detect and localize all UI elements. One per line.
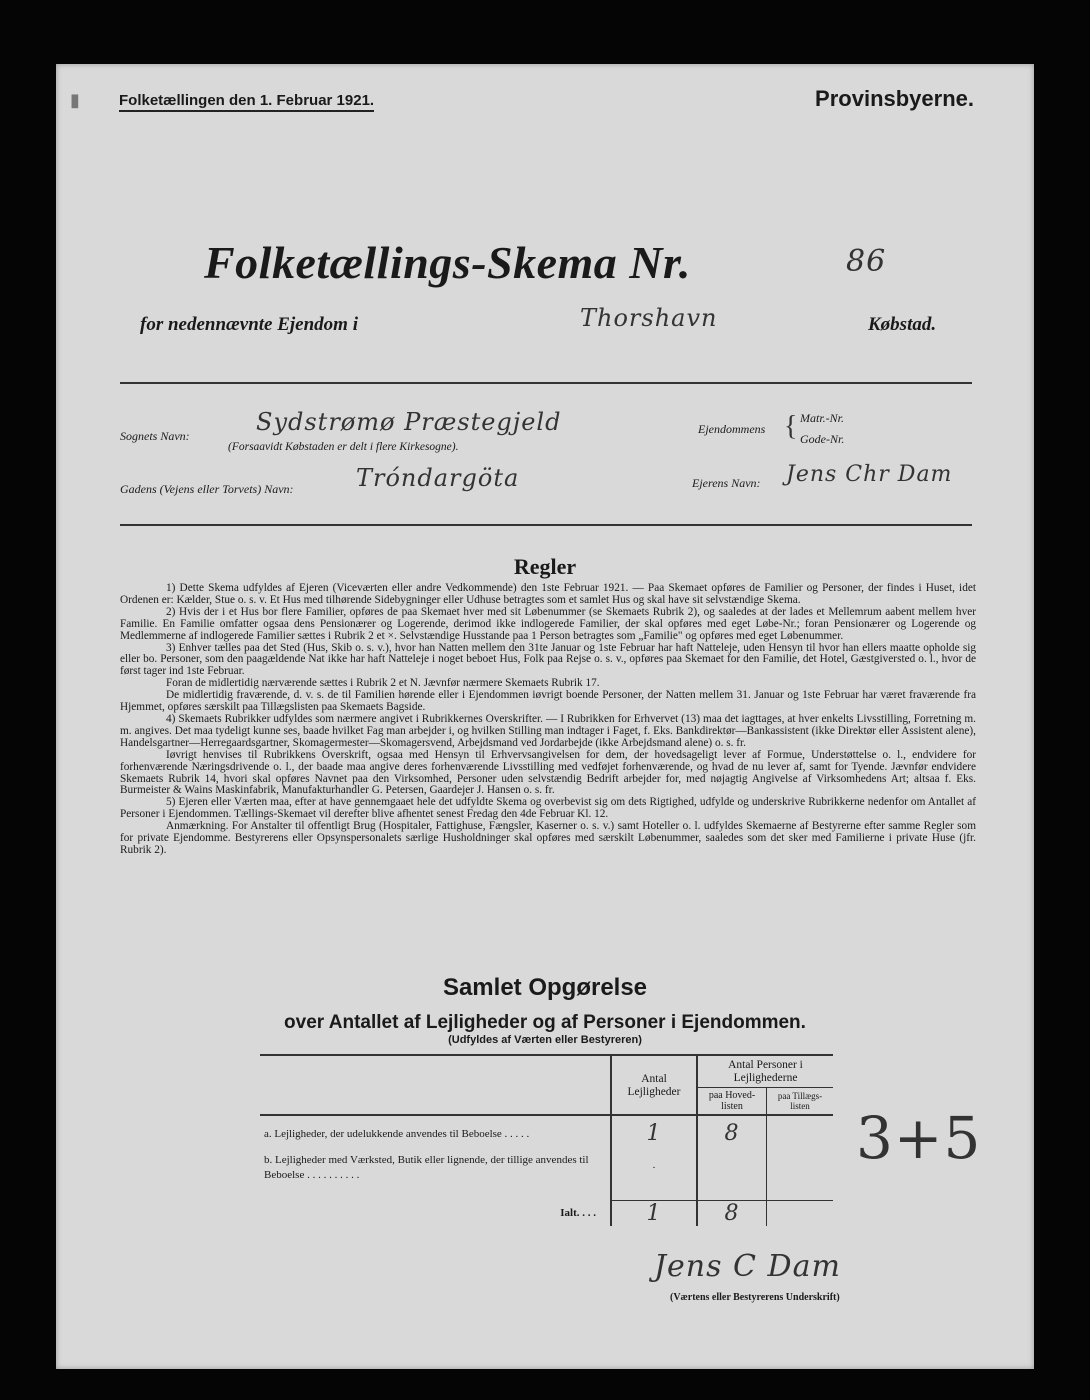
rule-paragraph: Iøvrigt henvises til Rubrikkens Overskrift, ogsaa med Hensyn til Erhvervsangivelsen for dem, der hovedsageligt lever af Formue, Understøttelse o. l., endvidere for forhenværende Næringsdrivende o. l., der baade maa angive deres forhenværende Livsstilling med vedføjet forhenværende, og hvad de nu lever af, samt for Tyende. Jævnfør endvidere Skemaets Rubrik 14, hvori skal opføres Navnet paa den Virksomhed, Personer uden selvstændig Bedrift arbejder for, med nøjagtig Angivelse af Virksomhedens Art; altsaa f. Eks. Burmeister & Wains Maskinfabrik, Manufakturhandler G. Petersen, Gaardejer J. Hansen o. s. fr. [120,748,976,797]
rule-paragraph: De midlertidig fraværende, d. v. s. de til Familien hørende eller i Ejendommen iøvrigt boende Personer, der Natten mellem 31. Januar og 1ste Februar har været fraværende fra Hjemmet, opføres særskilt paa Tillægslisten paa Skemaets Bagside. [120,689,976,714]
summary-note: (Udfyldes af Værten eller Bestyreren) [448,1034,642,1046]
summary-table [260,1054,833,1226]
row-a-supplement [767,1121,834,1146]
row-a-main-list: 8 [697,1121,767,1146]
table-total-row [260,1200,833,1226]
rules-heading: Regler [513,554,577,579]
summary-subtitle: over Antallet af Lejligheder og af Personer i Ejendommen. [284,1012,806,1033]
row-b-supplement [767,1146,834,1190]
rule-paragraph: 5) Ejeren eller Værten maa, efter at have gennemgaaet hele det udfyldte Skema og overbevist sig om dets Rigtighed, udfylde og underskrive Rubrikkerne nedenfor om Antallet af Personer i Ejendommen. Tællings-Skemaet vil derefter blive afhentet senest Fredag den 4de Februar Kl. 12. [120,796,976,821]
middle-divider [120,524,972,526]
property-label: Ejendommens [698,422,766,436]
total-label: Ialt. . . . [560,1207,596,1219]
parish-label: Sognets Navn: [120,429,190,443]
rule-paragraph: Foran de midlertidig nærværende sættes i Rubrik 2 et N. Jævnfør nærmere Skemaets Rubrik 17. [166,677,600,690]
rule-paragraph: 2) Hvis der i et Hus bor flere Familier, opføres de paa Skemaet hver med sit Løbenummer (se Skemaets Rubrik 2), og saaledes at der lades et Mellemrum aabent mellem hver Familie. En Familie omfatter ogsaa dens Pensionærer og Logerende, derimod ikke indlogerede Familier, der skal opføres med eget Løbe-Nr.; foran Pensionærer og Logerende og Medlemmerne af indlogerede Familier sættes i Rubrik 2 et ×. Selvstændige Husstande paa 1 Person betragtes som „Familie" og opføres med eget Løbenummer. [120,605,976,642]
table-row [260,1121,833,1146]
property-line-label: for nedennævnte Ejendom i [140,314,358,335]
rule-paragraph: 4) Skemaets Rubrikker udfyldes som nærmere angivet i Rubrikkernes Overskrifter. — I Rubrikken for Erhvervet (13) maa det iagttages, at hver enkelts Livsstilling, Forretning m. m. angives. Det maa tydeligt kunne ses, baade hvilket Fag man arbejder i, og hvilken Stilling man indtager i Faget, f. Eks. Bankdirektør—Bankassistent (ikke Direktør eller Assistent alene), Handelsgartner—Herregaardsgartner, Skomagermester—Skomagersvend, Arbejdsmand ved Jordarbejde (ikke Arbejdsmand alene) o. s. fr. [120,712,976,749]
table-row [260,1146,833,1190]
rules-body [120,583,976,857]
rule-paragraph: 1) Dette Skema udfyldes af Ejeren (Viceværten eller andre Vedkommende) den 1ste Februar 1921. — Paa Skemaet opføres de Familier og Personer, der findes i Huset, idet Ordenen er: Kælder, Stue o. s. v. Et Hus med tilhørende Sidebygninger eller Udhuse betragtes som et samlet Hus og skal have sit selvstændige Skema. [120,582,976,606]
street-label: Gadens (Vejens eller Torvets) Navn: [120,482,294,496]
signature-handwritten: Jens C Dam [654,1249,841,1284]
street-handwritten: Tróndargöta [356,464,520,492]
form-title: Folketællings-Skema Nr. [204,237,691,288]
form-number-handwritten: 86 [846,244,887,279]
gode-label: Gode-Nr. [800,432,845,446]
margin-handwritten-note: 3+5 [856,1104,982,1172]
total-main-list: 8 [697,1200,767,1226]
row-b-label: b. Lejligheder med Værksted, Butik eller lignende, der tillige anvendes til Beboelse . . . . . . . . . . [264,1154,589,1181]
row-a-label: a. Lejligheder, der udelukkende anvendes til Beboelse . . . . . [264,1127,530,1140]
brace-icon: { [784,411,798,442]
row-b-apartments: · [611,1146,697,1190]
owner-handwritten: Jens Chr Dam [786,462,953,487]
col-header-apartments: Antal Lejligheder [611,1057,697,1115]
census-date-header: Folketællingen den 1. Februar 1921. [119,92,374,112]
rule-paragraph: 3) Enhver tælles paa det Sted (Hus, Skib o. s. v.), hvor han Natten mellem den 31te Januar og 1ste Februar har haft Natteleje, uden Hensyn til hvor han ellers maatte opholde sig eller bo. Personer, som den paagældende Nat ikke har haft Natteleje i noget beboet Hus, Folk paa Rejse o. s. v., opføres paa Skemaet for den Familie, det Hotel, Gæstgiversted o. l., hvor de først tager ind 1ste Februar. [120,641,976,678]
province-header: Provinsbyerne. [815,86,974,111]
parish-note: (Forsaavidt Købstaden er delt i flere Kirkesogne). [228,441,459,453]
kobstad-label: Købstad. [868,314,937,335]
row-b-main-list [697,1146,767,1190]
col-header-main-list: paa Hoved-listen [697,1087,767,1115]
summary-title: Samlet Opgørelse [442,974,648,1001]
total-apartments: 1 [611,1200,697,1226]
owner-label: Ejerens Navn: [692,476,761,490]
rule-paragraph: Anmærkning. For Anstalter til offentligt Brug (Hospitaler, Fattighuse, Fængsler, Kaserner o. s. v.) samt Hoteller o. l. udfyldes Skemaerne af Bestyrerne efter samme Regler som for private Ejendomme. Bestyrerens eller Opsynspersonalets særlige Husholdninger skal opføres med særskilt Løbenummer, saaledes som det sker med Familierne i private Huse (jfr. Rubrik 2). [120,820,976,856]
signature-caption: (Værtens eller Bestyrerens Underskrift) [670,1292,840,1303]
top-divider [120,382,972,384]
col-header-supplement: paa Tillægs-listen [767,1087,834,1115]
parish-handwritten: Sydstrømø Præstegjeld [256,408,562,436]
row-a-apartments: 1 [611,1121,697,1146]
town-handwritten: Thorshavn [580,304,718,332]
col-header-persons: Antal Personer i Lejlighederne [697,1057,833,1087]
matr-label: Matr.-Nr. [800,411,845,425]
total-supplement [767,1200,834,1226]
census-form-page [56,64,1034,1369]
corner-mark: ▮ [70,90,80,110]
